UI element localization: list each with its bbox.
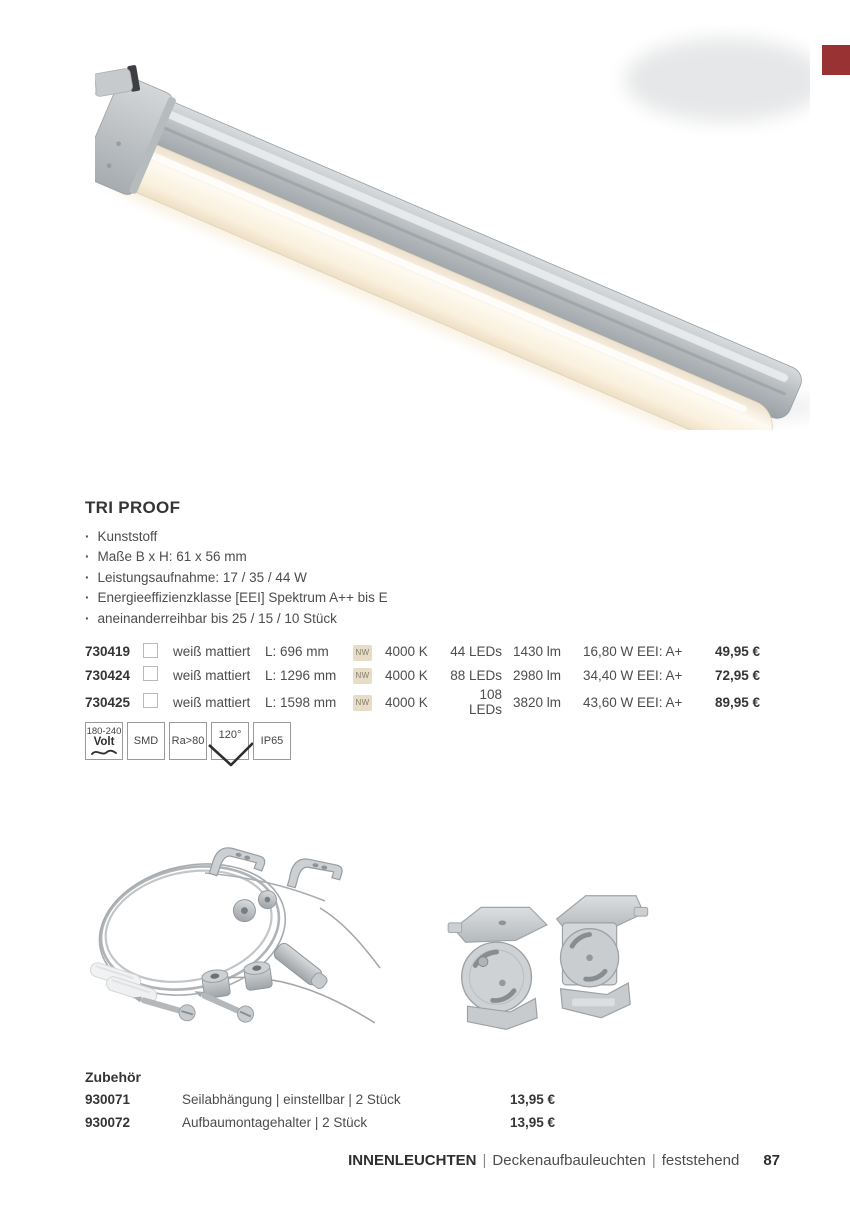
table-row bbox=[85, 664, 760, 688]
checkbox-icon[interactable] bbox=[143, 666, 158, 681]
accessory-article-number: 930072 bbox=[85, 1115, 131, 1130]
color-temperature: 4000 K bbox=[385, 694, 428, 710]
breadcrumb bbox=[348, 1152, 739, 1169]
cri-label: Ra>80 bbox=[171, 735, 205, 747]
product-spec-list bbox=[85, 526, 388, 629]
spec-text: Kunststoff bbox=[97, 528, 158, 544]
spec-text: aneinanderreihbar bis 25 / 15 / 10 Stück bbox=[97, 610, 337, 626]
accessory-price: 13,95 € bbox=[509, 1092, 555, 1107]
color-temperature: 4000 K bbox=[385, 667, 428, 683]
ceiling-clamp bbox=[209, 845, 266, 885]
spec-item bbox=[85, 547, 388, 568]
selection-checkbox[interactable] bbox=[143, 666, 173, 684]
length-value: L: 1296 mm bbox=[265, 667, 337, 683]
bullet-icon: · bbox=[85, 569, 90, 585]
neutral-white-icon: NW bbox=[353, 695, 372, 711]
color-temperature: 4000 K bbox=[385, 644, 428, 660]
beam-angle-icon bbox=[208, 741, 254, 769]
footer-separator: | bbox=[651, 1152, 656, 1169]
cable-adjuster-barrel bbox=[272, 941, 330, 992]
cri-badge bbox=[169, 722, 207, 760]
mounting-bracket bbox=[448, 907, 547, 1029]
footer-category: INNENLEUCHTEN bbox=[348, 1152, 477, 1169]
photo-background-shade bbox=[625, 38, 810, 122]
neutral-white-icon: NW bbox=[353, 645, 372, 661]
accessory-row bbox=[85, 1088, 555, 1111]
article-number: 730425 bbox=[85, 694, 131, 710]
selection-checkbox[interactable] bbox=[143, 643, 173, 661]
spec-item bbox=[85, 608, 388, 629]
spec-text: Energieeffizienzklasse [EEI] Spektrum A++ bis E bbox=[97, 590, 388, 606]
smd-badge bbox=[127, 722, 165, 760]
price: 72,95 € bbox=[714, 667, 760, 683]
barrel-nut bbox=[243, 960, 273, 990]
spec-text: Maße B x H: 61 x 56 mm bbox=[97, 549, 247, 565]
color-finish: weiß mattiert bbox=[173, 644, 251, 660]
spec-text: Leistungsaufnahme: 17 / 35 / 44 W bbox=[97, 569, 307, 585]
accessory-row bbox=[85, 1111, 555, 1134]
spec-item bbox=[85, 567, 388, 588]
footer-subcategory: feststehend bbox=[661, 1152, 740, 1169]
accessories-table bbox=[85, 1088, 555, 1134]
feature-badges-row bbox=[85, 722, 291, 760]
spec-item bbox=[85, 588, 388, 609]
price: 49,95 € bbox=[714, 644, 760, 660]
volt-label: Volt bbox=[93, 736, 115, 748]
product-title: TRI PROOF bbox=[85, 498, 181, 517]
checkbox-icon[interactable] bbox=[143, 643, 158, 658]
bullet-icon: · bbox=[85, 528, 90, 544]
beam-angle-label: 120° bbox=[218, 729, 242, 741]
mounting-bracket bbox=[557, 896, 648, 1018]
product-variants-table bbox=[85, 640, 760, 717]
length-value: L: 1598 mm bbox=[265, 694, 337, 710]
accessories-heading: Zubehör bbox=[85, 1069, 141, 1085]
price: 89,95 € bbox=[714, 694, 760, 710]
product-photo-triproof-luminaire bbox=[95, 25, 810, 430]
luminous-flux: 1430 lm bbox=[513, 644, 562, 660]
article-number: 730424 bbox=[85, 667, 131, 683]
footer-subcategory: Deckenaufbauleuchten bbox=[492, 1152, 646, 1169]
accessory-description: Aufbaumontagehalter | 2 Stück bbox=[182, 1115, 368, 1130]
beam-angle-badge bbox=[211, 722, 249, 760]
cable-strand bbox=[320, 908, 380, 968]
luminous-flux: 3820 lm bbox=[513, 694, 562, 710]
accent-color-square bbox=[822, 45, 850, 75]
cable-gripper bbox=[231, 897, 259, 925]
bullet-icon: · bbox=[85, 590, 90, 606]
voltage-badge bbox=[85, 722, 123, 760]
cct-badge bbox=[353, 666, 385, 684]
spec-item bbox=[85, 526, 388, 547]
ip-rating-badge bbox=[253, 722, 291, 760]
accessory-description: Seilabhängung | einstellbar | 2 Stück bbox=[182, 1092, 401, 1107]
wattage-eei: 43,60 W EEI: A+ bbox=[583, 694, 683, 710]
ac-wave-icon bbox=[91, 749, 117, 756]
smd-label: SMD bbox=[133, 735, 159, 747]
neutral-white-icon: NW bbox=[353, 668, 372, 684]
accessory-photo-mounting-brackets bbox=[435, 888, 655, 1043]
bullet-icon: · bbox=[85, 549, 90, 565]
page-footer bbox=[0, 1152, 780, 1169]
page-number: 87 bbox=[763, 1152, 780, 1169]
table-row bbox=[85, 640, 760, 664]
color-finish: weiß mattiert bbox=[173, 694, 251, 710]
checkbox-icon[interactable] bbox=[143, 693, 158, 708]
color-finish: weiß mattiert bbox=[173, 667, 251, 683]
selection-checkbox[interactable] bbox=[143, 693, 173, 711]
wattage-eei: 34,40 W EEI: A+ bbox=[583, 667, 683, 683]
accessory-article-number: 930071 bbox=[85, 1092, 131, 1107]
accessory-price: 13,95 € bbox=[509, 1115, 555, 1130]
length-value: L: 696 mm bbox=[265, 644, 329, 660]
cct-badge bbox=[353, 693, 385, 711]
led-count: 108 LEDs bbox=[468, 687, 502, 717]
accessory-photo-suspension-kit bbox=[75, 823, 395, 1043]
footer-separator: | bbox=[482, 1152, 487, 1169]
led-count: 88 LEDs bbox=[450, 667, 502, 683]
article-number: 730419 bbox=[85, 644, 131, 660]
bullet-icon: · bbox=[85, 610, 90, 626]
luminous-flux: 2980 lm bbox=[513, 667, 562, 683]
voltage-range-label: 180-240 bbox=[86, 726, 122, 737]
cct-badge bbox=[353, 643, 385, 661]
ip-rating-label: IP65 bbox=[260, 735, 284, 747]
led-count: 44 LEDs bbox=[450, 644, 502, 660]
wattage-eei: 16,80 W EEI: A+ bbox=[583, 644, 683, 660]
ceiling-clamp bbox=[287, 857, 343, 894]
table-row bbox=[85, 687, 760, 717]
